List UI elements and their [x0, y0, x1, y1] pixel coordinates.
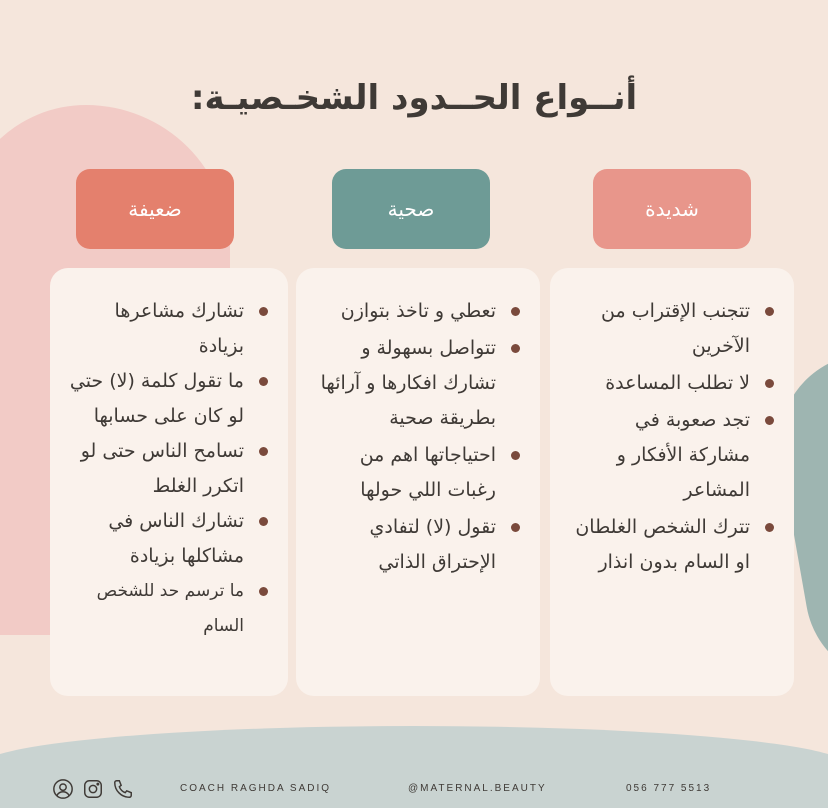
- list-item: تشارك مشاعرها بزيادة: [68, 294, 270, 364]
- list-item: تترك الشخص الغلطان او السام بدون انذار: [568, 510, 776, 580]
- category-label-healthy: صحية: [332, 169, 490, 249]
- user-icon: [52, 778, 74, 800]
- card-weak: [50, 268, 288, 696]
- phone-icon: [112, 778, 134, 800]
- coach-name: COACH RAGHDA SADIQ: [180, 783, 332, 794]
- list-item: ما ترسم حد للشخص السام: [68, 574, 270, 644]
- page-title: أنــواع الحــدود الشخـصيـة:: [190, 78, 638, 118]
- category-label-weak: ضعيفة: [76, 169, 234, 249]
- instagram-icon: [82, 778, 104, 800]
- footer: [0, 760, 828, 808]
- list-item: تعطي و تاخذ بتوازن: [314, 294, 522, 329]
- list-item: تشارك الناس في مشاكلها بزيادة: [68, 504, 270, 574]
- category-label-severe: شديدة: [593, 169, 751, 249]
- list-item: تقول (لا) لتفادي الإحتراق الذاتي: [314, 510, 522, 580]
- list-item: تسامح الناس حتى لو اتكرر الغلط: [68, 434, 270, 504]
- list-item: تجد صعوبة في مشاركة الأفكار و المشاعر: [568, 403, 776, 508]
- list-item: احتياجاتها اهم من رغبات اللي حولها: [314, 438, 522, 508]
- card-severe: [550, 268, 794, 696]
- list-item: تتواصل بسهولة و تشارك افكارها و آرائها بطريقة صحية: [314, 331, 522, 436]
- social-handle: @MATERNAL.BEAUTY: [408, 783, 547, 794]
- card-healthy: [296, 268, 540, 696]
- list-item: ما تقول كلمة (لا) حتي لو كان على حسابها: [68, 364, 270, 434]
- list-item: تتجنب الإقتراب من الآخرين: [568, 294, 776, 364]
- phone-number: 056 777 5513: [626, 783, 712, 794]
- list-item: لا تطلب المساعدة: [568, 366, 776, 401]
